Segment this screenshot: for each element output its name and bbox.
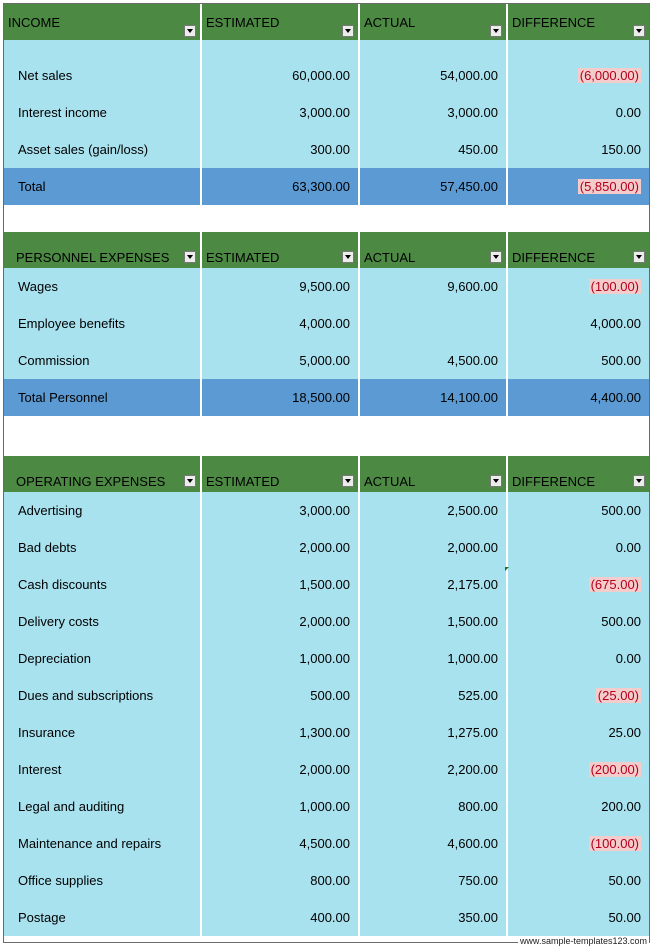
filter-dropdown-icon[interactable] xyxy=(633,475,645,487)
table-row xyxy=(4,57,649,94)
table-row xyxy=(4,788,649,825)
difference-cell[interactable]: 200.00 xyxy=(507,788,649,825)
header-label: ACTUAL xyxy=(364,15,416,30)
header-cell[interactable] xyxy=(359,456,507,492)
header-cell[interactable] xyxy=(4,456,201,492)
estimated-cell[interactable]: 2,000.00 xyxy=(201,529,359,566)
header-label: ESTIMATED xyxy=(206,15,280,30)
row-label[interactable]: Employee benefits xyxy=(4,305,201,342)
estimated-cell[interactable]: 400.00 xyxy=(201,899,359,936)
header-label: DIFFERENCE xyxy=(512,250,596,265)
personnel-table xyxy=(4,232,649,416)
table-row xyxy=(4,899,649,936)
estimated-cell[interactable]: 2,000.00 xyxy=(201,603,359,640)
filter-dropdown-icon[interactable] xyxy=(490,475,502,487)
header-cell[interactable] xyxy=(4,4,201,40)
estimated-cell[interactable]: 500.00 xyxy=(201,677,359,714)
operating-section xyxy=(4,456,649,936)
table-cell[interactable] xyxy=(359,40,507,57)
difference-cell[interactable] xyxy=(507,825,649,862)
difference-cell[interactable]: 500.00 xyxy=(507,342,649,379)
table-row xyxy=(4,342,649,379)
table-row xyxy=(4,714,649,751)
header-cell[interactable] xyxy=(201,232,359,268)
estimated-total-cell[interactable]: 63,300.00 xyxy=(201,168,359,205)
actual-cell[interactable]: 800.00 xyxy=(359,788,507,825)
row-label[interactable]: Insurance xyxy=(4,714,201,751)
row-label[interactable]: Interest income xyxy=(4,94,201,131)
actual-cell[interactable]: 2,000.00 xyxy=(359,529,507,566)
header-cell[interactable] xyxy=(201,4,359,40)
filter-dropdown-icon[interactable] xyxy=(342,251,354,263)
table-cell[interactable] xyxy=(507,40,649,57)
filter-dropdown-icon[interactable] xyxy=(633,25,645,37)
row-label[interactable]: Delivery costs xyxy=(4,603,201,640)
header-label: ESTIMATED xyxy=(206,250,280,265)
difference-cell[interactable]: 150.00 xyxy=(507,131,649,168)
header-cell[interactable] xyxy=(201,456,359,492)
filter-dropdown-icon[interactable] xyxy=(342,25,354,37)
header-label: OPERATING EXPENSES xyxy=(16,474,166,489)
actual-cell[interactable]: 2,175.00 xyxy=(359,566,507,603)
negative-value: (675.00) xyxy=(590,577,639,592)
filter-dropdown-icon[interactable] xyxy=(633,251,645,263)
actual-cell[interactable] xyxy=(359,305,507,342)
estimated-cell[interactable]: 1,000.00 xyxy=(201,640,359,677)
operating-table xyxy=(4,456,649,936)
header-cell[interactable] xyxy=(359,232,507,268)
row-label[interactable]: Interest xyxy=(4,751,201,788)
difference-total-cell[interactable] xyxy=(507,168,649,205)
header-label: PERSONNEL EXPENSES xyxy=(16,250,170,265)
actual-cell[interactable]: 9,600.00 xyxy=(359,268,507,305)
estimated-cell[interactable]: 5,000.00 xyxy=(201,342,359,379)
total-label[interactable]: Total xyxy=(4,168,201,205)
estimated-cell[interactable]: 4,000.00 xyxy=(201,305,359,342)
estimated-cell[interactable]: 1,500.00 xyxy=(201,566,359,603)
negative-value: (100.00) xyxy=(590,836,639,851)
filter-dropdown-icon[interactable] xyxy=(490,25,502,37)
table-row xyxy=(4,862,649,899)
actual-cell[interactable]: 450.00 xyxy=(359,131,507,168)
table-row xyxy=(4,94,649,131)
table-row xyxy=(4,751,649,788)
header-cell[interactable] xyxy=(507,456,649,492)
actual-cell[interactable]: 2,500.00 xyxy=(359,492,507,529)
row-label[interactable]: Net sales xyxy=(4,57,201,94)
negative-value: (6,000.00) xyxy=(579,68,639,83)
table-row xyxy=(4,566,649,603)
personnel-header-row xyxy=(4,232,649,268)
difference-cell[interactable]: 0.00 xyxy=(507,94,649,131)
filter-dropdown-icon[interactable] xyxy=(342,475,354,487)
row-label[interactable]: Depreciation xyxy=(4,640,201,677)
row-label[interactable]: Commission xyxy=(4,342,201,379)
income-section xyxy=(4,4,649,205)
table-row xyxy=(4,268,649,305)
income-header-row xyxy=(4,4,649,40)
header-cell[interactable] xyxy=(507,4,649,40)
total-row xyxy=(4,379,649,416)
actual-cell[interactable]: 1,275.00 xyxy=(359,714,507,751)
total-label[interactable]: Total Personnel xyxy=(4,379,201,416)
total-row xyxy=(4,168,649,205)
header-label: DIFFERENCE xyxy=(512,15,596,30)
table-row xyxy=(4,131,649,168)
actual-total-cell[interactable]: 14,100.00 xyxy=(359,379,507,416)
estimated-total-cell[interactable]: 18,500.00 xyxy=(201,379,359,416)
estimated-cell[interactable]: 60,000.00 xyxy=(201,57,359,94)
table-cell[interactable] xyxy=(201,40,359,57)
actual-cell[interactable]: 54,000.00 xyxy=(359,57,507,94)
estimated-cell[interactable]: 2,000.00 xyxy=(201,751,359,788)
table-row xyxy=(4,825,649,862)
difference-cell[interactable]: 50.00 xyxy=(507,899,649,936)
actual-cell[interactable]: 1,500.00 xyxy=(359,603,507,640)
personnel-section xyxy=(4,232,649,416)
difference-cell[interactable]: 0.00 xyxy=(507,640,649,677)
difference-cell[interactable]: 0.00 xyxy=(507,529,649,566)
filter-dropdown-icon[interactable] xyxy=(184,251,196,263)
filter-dropdown-icon[interactable] xyxy=(184,475,196,487)
table-row xyxy=(4,640,649,677)
negative-value: (25.00) xyxy=(597,688,639,703)
watermark: www.sample-templates123.com xyxy=(519,936,647,946)
filter-dropdown-icon[interactable] xyxy=(184,25,196,37)
table-row xyxy=(4,529,649,566)
row-label[interactable]: Postage xyxy=(4,899,201,936)
table-row xyxy=(4,603,649,640)
difference-cell[interactable] xyxy=(507,677,649,714)
estimated-cell[interactable]: 800.00 xyxy=(201,862,359,899)
estimated-cell[interactable]: 4,500.00 xyxy=(201,825,359,862)
actual-cell[interactable]: 4,500.00 xyxy=(359,342,507,379)
header-cell[interactable] xyxy=(359,4,507,40)
row-label[interactable]: Dues and subscriptions xyxy=(4,677,201,714)
estimated-cell[interactable]: 1,000.00 xyxy=(201,788,359,825)
row-label[interactable]: Bad debts xyxy=(4,529,201,566)
table-row xyxy=(4,305,649,342)
difference-cell[interactable]: 500.00 xyxy=(507,492,649,529)
negative-value: (100.00) xyxy=(590,279,639,294)
actual-cell[interactable]: 525.00 xyxy=(359,677,507,714)
header-label: DIFFERENCE xyxy=(512,474,596,489)
row-label[interactable]: Asset sales (gain/loss) xyxy=(4,131,201,168)
difference-cell[interactable] xyxy=(507,268,649,305)
row-label[interactable]: Wages xyxy=(4,268,201,305)
difference-cell[interactable]: 50.00 xyxy=(507,862,649,899)
estimated-cell[interactable]: 1,300.00 xyxy=(201,714,359,751)
estimated-cell[interactable]: 3,000.00 xyxy=(201,492,359,529)
header-label: INCOME xyxy=(8,15,60,30)
spreadsheet-frame xyxy=(3,3,650,943)
row-label[interactable]: Advertising xyxy=(4,492,201,529)
row-label[interactable]: Office supplies xyxy=(4,862,201,899)
filter-dropdown-icon[interactable] xyxy=(490,251,502,263)
income-table xyxy=(4,4,649,205)
header-cell[interactable] xyxy=(507,232,649,268)
difference-total-cell[interactable]: 4,400.00 xyxy=(507,379,649,416)
actual-cell[interactable]: 350.00 xyxy=(359,899,507,936)
row-label[interactable]: Cash discounts xyxy=(4,566,201,603)
actual-total-cell[interactable]: 57,450.00 xyxy=(359,168,507,205)
row-label[interactable]: Maintenance and repairs xyxy=(4,825,201,862)
actual-cell[interactable]: 2,200.00 xyxy=(359,751,507,788)
header-label: ACTUAL xyxy=(364,250,416,265)
table-row xyxy=(4,677,649,714)
header-label: ACTUAL xyxy=(364,474,416,489)
spacer-row xyxy=(4,40,649,57)
difference-cell[interactable]: 500.00 xyxy=(507,603,649,640)
header-label: ESTIMATED xyxy=(206,474,280,489)
operating-header-row xyxy=(4,456,649,492)
difference-cell[interactable] xyxy=(507,751,649,788)
cell-comment-marker xyxy=(505,567,509,571)
row-label[interactable]: Legal and auditing xyxy=(4,788,201,825)
estimated-cell[interactable]: 9,500.00 xyxy=(201,268,359,305)
difference-cell[interactable]: 4,000.00 xyxy=(507,305,649,342)
table-row xyxy=(4,492,649,529)
actual-cell[interactable]: 1,000.00 xyxy=(359,640,507,677)
estimated-cell[interactable]: 3,000.00 xyxy=(201,94,359,131)
difference-cell[interactable]: 25.00 xyxy=(507,714,649,751)
negative-value: (5,850.00) xyxy=(579,179,639,194)
actual-cell[interactable]: 3,000.00 xyxy=(359,94,507,131)
table-cell[interactable] xyxy=(4,40,201,57)
actual-cell[interactable]: 750.00 xyxy=(359,862,507,899)
header-cell[interactable] xyxy=(4,232,201,268)
estimated-cell[interactable]: 300.00 xyxy=(201,131,359,168)
difference-cell[interactable] xyxy=(507,566,649,603)
negative-value: (200.00) xyxy=(590,762,639,777)
difference-cell[interactable] xyxy=(507,57,649,94)
actual-cell[interactable]: 4,600.00 xyxy=(359,825,507,862)
